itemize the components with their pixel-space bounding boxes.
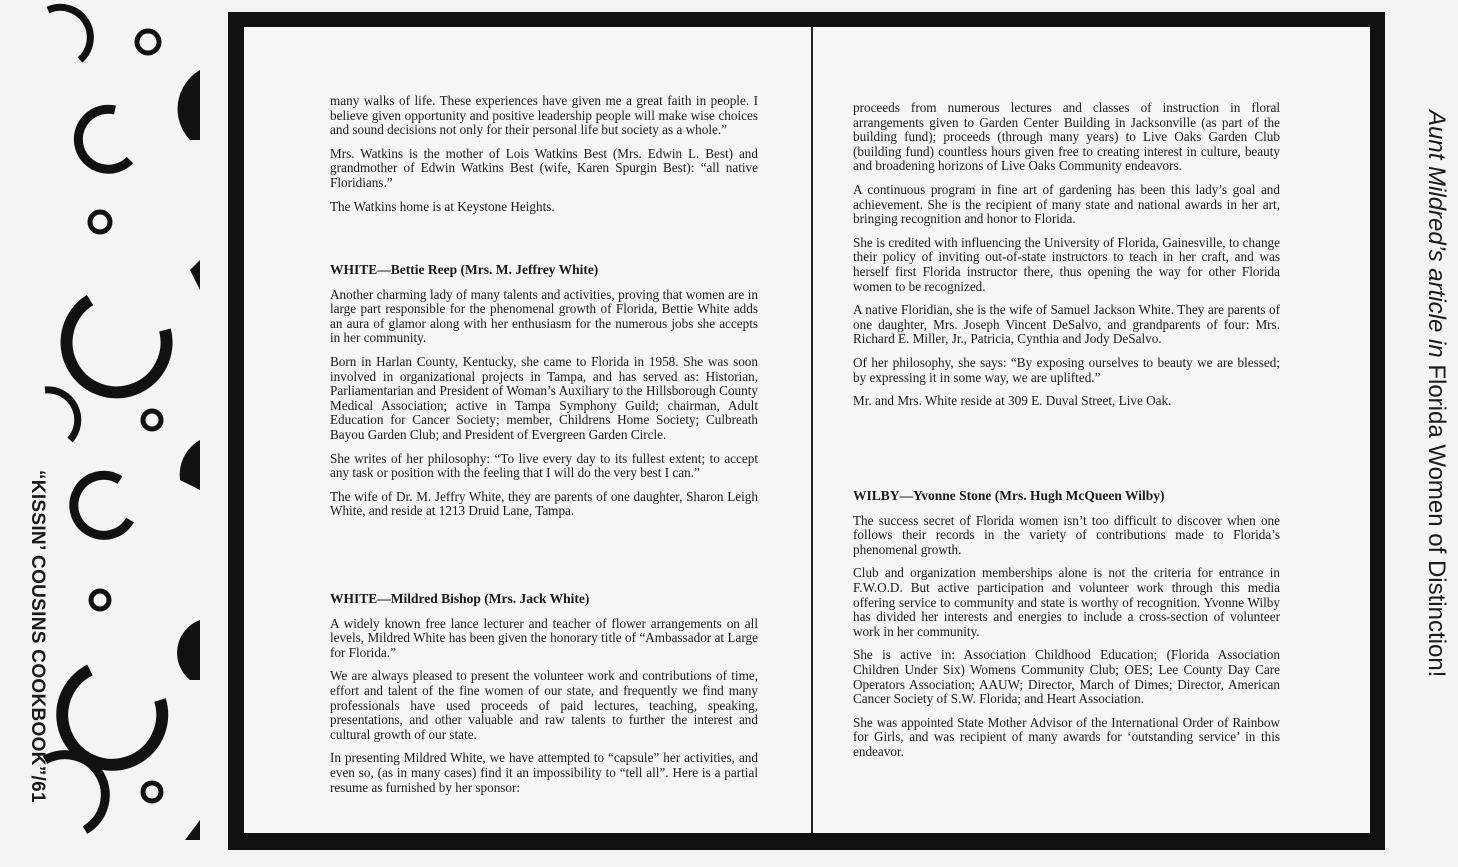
paragraph: A continuous program in fine art of gardening has been this lady’s goal and achievement. She is the recipient of many state and national awards in her art, bringing recognition and honor to Florida.	[853, 181, 1280, 227]
cookbook-page-label: “KISSIN’ COUSINS COOKBOOK”/61	[27, 470, 48, 803]
mildred-white-section	[330, 592, 758, 804]
yvonne-wilby-section	[853, 489, 1280, 769]
paragraph: We are always pleased to present the volunteer work and contributions of time, effort and talent of the fine women of our state, and frequently we find many professionals have used proceeds of paid lectures, teaching, speaking, presentations, and other valuable and raw talents to further the interest and cultural growth of our state.	[330, 668, 758, 742]
paragraph: The success secret of Florida women isn’t too difficult to discover when one follows their records in the variety of contributions made to Florida’s phenomenal growth.	[853, 512, 1280, 557]
paragraph: She was appointed State Mother Advisor of the International Order of Rainbow for Girls, and was recipient of many awards for ‘outstanding service’ in this endeavor.	[853, 714, 1280, 759]
article-caption	[1422, 110, 1450, 677]
bettie-white-section	[330, 263, 758, 528]
paragraph: In presenting Mildred White, we have attempted to “capsule” her activities, and even so, (as in many cases) find it an impossibility to “tell all”. Here is a partial resume as furnished by her sponsor:	[330, 750, 758, 795]
section-heading: WILBY—Yvonne Stone (Mrs. Hugh McQueen Wilby)	[853, 488, 1165, 503]
paragraph: Of her philosophy, she says: “By exposing ourselves to beauty we are blessed; by expressing it in some way, we are uplifted.”	[853, 354, 1280, 385]
section-heading: WHITE—Mildred Bishop (Mrs. Jack White)	[330, 591, 590, 606]
paragraph: Mr. and Mrs. White reside at 309 E. Duval Street, Live Oak.	[853, 393, 1172, 409]
paragraph: She is credited with influencing the University of Florida, Gainesville, to change their policy of inviting out-of-state instructors to teach in her craft, and was herself first Florida instructor there, thus opening the way for other Florida women to be recognized.	[853, 234, 1280, 294]
paragraph: Mrs. Watkins is the mother of Lois Watkins Best (Mrs. Edwin L. Best) and grandmother of Edwin Watkins Best (wife, Karen Spurgin Best): “all native Floridians.”	[330, 145, 758, 190]
paragraph: proceeds from numerous lectures and classes of instruction in floral arrangements given to Garden Center Building in Jacksonville (as part of the building fund); proceeds (through many years) to Live Oaks Garden Club (building fund) countless hours given free to creating interest in culture, beauty and broadening horizons of Live Oaks Community endeavors.	[853, 100, 1280, 174]
caption-plain: Florida Women of Distinction!	[1423, 357, 1450, 678]
watkins-continued	[330, 94, 758, 223]
paragraph: A native Floridian, she is the wife of Samuel Jackson White. They are parents of one daughter, Mrs. Joseph Vincent DeSalvo, and grandparents of four: Mrs. Richard E. Miller, Jr., Patricia, Cynthia and Jody DeSalvo.	[853, 302, 1280, 347]
caption-italic: Aunt Mildred’s article in	[1423, 110, 1450, 358]
paragraph: Club and organization memberships alone is not the criteria for entrance in F.W.O.D. But active participation and volunteer work through this media offering service to community and state is worthy of recognition. Yvonne Wilby has divided her interests and energies to include a cross-section of volunteer work in her community.	[853, 565, 1280, 639]
paragraph: Another charming lady of many talents and activities, proving that women are in large part responsible for the phenomenal growth of Florida, Bettie White adds an aura of glamor along with her enthusiasm for the numerous jobs she accepts in her community.	[330, 286, 758, 346]
paragraph: A widely known free lance lecturer and teacher of flower arrangements on all levels, Mildred White has been given the honorary title of “Ambassador at Large for Florida.”	[330, 615, 758, 660]
paragraph: Born in Harlan County, Kentucky, she came to Florida in 1958. She was soon involved in organizational projects in Tampa, and has served as: Historian, Parliamentarian and President of Woman’s Auxiliary to the Hillsborough County Medical Association; active in Tampa Symphony Guild; chairman, Adult Education for Cancer Society; member, Childrens Home Society; Culbreath Bayou Garden Club; and President of Evergreen Garden Circle.	[330, 353, 758, 442]
decorative-circles-border	[40, 0, 200, 867]
section-heading: WHITE—Bettie Reep (Mrs. M. Jeffrey White)	[330, 262, 599, 277]
paragraph: The wife of Dr. M. Jeffry White, they are parents of one daughter, Sharon Leigh White, and reside at 1213 Druid Lane, Tampa.	[330, 488, 758, 519]
paragraph: She is active in: Association Childhood Education; (Florida Association Children Under Six) Womens Community Club; OES; Lee County Day Care Operators Association; AAUW; Director, March of Dimes; Director, American Cancer Society of S.W. Florida; and Heart Association.	[853, 647, 1280, 707]
paragraph: She writes of her philosophy: “To live every day to its fullest extent; to accept any task or position with the feeling that I will do the very best I can.”	[330, 450, 758, 481]
mildred-white-continued	[853, 101, 1280, 418]
column-divider	[811, 27, 813, 833]
paragraph: many walks of life. These experiences have given me a great faith in people. I believe given opportunity and positive leadership people will make wise choices and sound decisions not only for their personal life but society as a whole.”	[330, 93, 758, 138]
paragraph: The Watkins home is at Keystone Heights.	[330, 198, 555, 214]
